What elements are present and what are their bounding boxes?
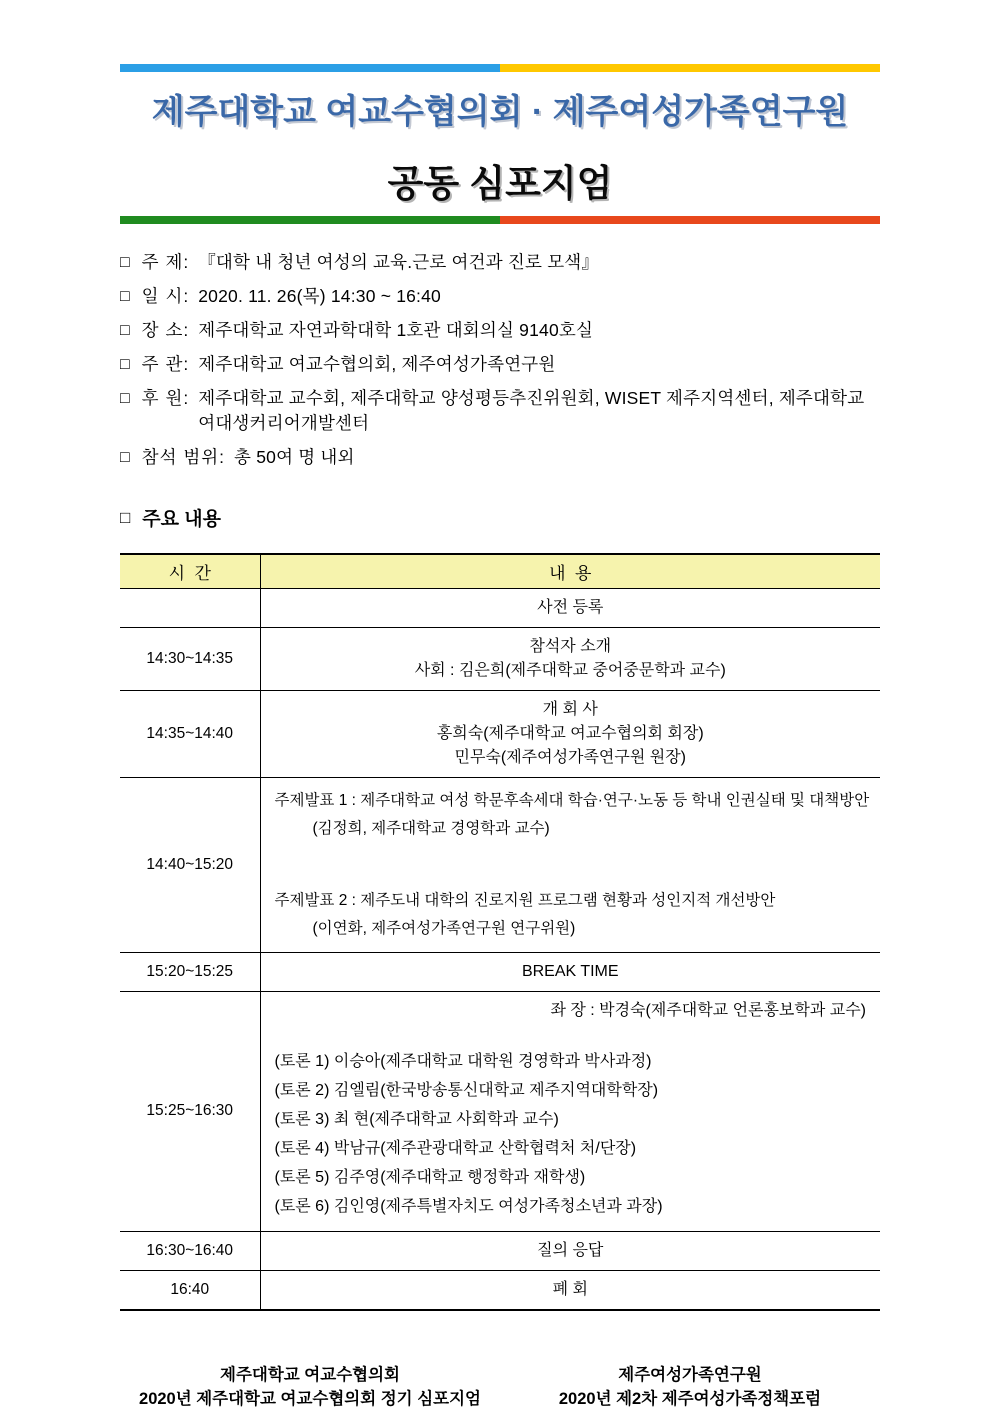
content-line: (김정희, 제주대학교 경영학과 교수) xyxy=(312,819,550,837)
info-item-label: 장 소: xyxy=(141,320,190,340)
content-line: 폐 회 xyxy=(552,1280,588,1298)
header-top-bar xyxy=(120,64,880,72)
content-line: 참석자 소개 xyxy=(529,637,612,655)
table-row xyxy=(120,690,880,777)
info-item-label: 참석 범위: xyxy=(141,447,226,467)
info-item-0 xyxy=(120,250,880,275)
header-bottom-bar xyxy=(120,216,880,224)
page-title: 제주대학교 여교수협의회 · 제주여성가족연구원 xyxy=(151,93,849,131)
table-row xyxy=(120,588,880,627)
content-line: 질의 응답 xyxy=(537,1241,604,1259)
content-column-header: 내 용 xyxy=(260,554,880,588)
content-line: (토론 1) 이승아(제주대학교 대학원 경영학과 박사과정) xyxy=(274,1052,652,1070)
table-row xyxy=(120,1231,880,1270)
content-line: 민무숙(제주여성가족연구원 원장) xyxy=(454,748,686,766)
line-spacer xyxy=(271,1023,871,1045)
info-item-label: 후 원: xyxy=(141,388,190,408)
table-row xyxy=(120,991,880,1231)
section-heading-main-contents xyxy=(120,504,880,531)
time-cell: 16:30~16:40 xyxy=(120,1231,260,1270)
top-bar-blue-segment xyxy=(120,64,500,72)
content-cell xyxy=(260,1270,880,1310)
content-line: 주제발표 1 : 제주대학교 여성 학문후속세대 학습·연구·노동 등 학내 인권실태 및 대책방안 xyxy=(274,791,870,809)
content-cell xyxy=(260,588,880,627)
content-line: (토론 2) 김엘림(한국방송통신대학교 제주지역대학학장) xyxy=(274,1081,659,1099)
checkbox-bullet-icon: □ xyxy=(120,254,130,271)
bottom-bar-green-segment xyxy=(120,216,500,224)
schedule-table-header xyxy=(120,554,880,588)
time-cell: 15:20~15:25 xyxy=(120,952,260,991)
footer xyxy=(120,1363,880,1411)
time-cell: 14:30~14:35 xyxy=(120,627,260,690)
time-cell: 14:35~14:40 xyxy=(120,690,260,777)
content-line: (토론 3) 최 현(제주대학교 사회학과 교수) xyxy=(274,1110,559,1128)
info-item-1 xyxy=(120,284,880,309)
top-bar-yellow-segment xyxy=(500,64,880,72)
content-cell xyxy=(260,991,880,1231)
info-item-value: 제주대학교 여교수협의회, 제주여성가족연구원 xyxy=(198,354,556,374)
content-line: BREAK TIME xyxy=(521,962,619,980)
line-spacer xyxy=(271,845,871,885)
bottom-bar-red-segment xyxy=(500,216,880,224)
symposium-subtitle: 공동 심포지엄 xyxy=(387,163,613,204)
time-cell: 15:25~16:30 xyxy=(120,991,260,1231)
table-row xyxy=(120,627,880,690)
footer-right-event-name: 2020년 제2차 제주여성가족정책포럼 xyxy=(558,1389,822,1408)
checkbox-bullet-icon: □ xyxy=(120,288,130,305)
table-row xyxy=(120,1270,880,1310)
info-item-label: 주 제: xyxy=(141,252,190,272)
content-line: 개 회 사 xyxy=(542,700,598,718)
info-item-value: 제주대학교 교수회, 제주대학교 양성평등추진위원회, WISET 제주지역센터, 제주대학교 여대생커리어개발센터 xyxy=(198,388,865,433)
checkbox-bullet-icon: □ xyxy=(120,322,130,339)
content-cell xyxy=(260,627,880,690)
content-line: (토론 4) 박남규(제주관광대학교 산학협력처 처/단장) xyxy=(274,1139,637,1157)
info-item-value: 총 50여 명 내외 xyxy=(234,447,355,467)
info-item-2 xyxy=(120,318,880,343)
info-item-label: 일 시: xyxy=(141,286,190,306)
content-cell xyxy=(260,952,880,991)
checkbox-bullet-icon: □ xyxy=(120,507,131,527)
footer-right-org-name: 제주여성가족연구원 xyxy=(618,1365,762,1384)
schedule-table xyxy=(120,553,880,1311)
footer-right-organization xyxy=(500,1363,880,1411)
content-cell xyxy=(260,690,880,777)
info-item-value: 『대학 내 청년 여성의 교육.근로 여건과 진로 모색』 xyxy=(198,252,600,272)
content-line: 홍희숙(제주대학교 여교수협의회 회장) xyxy=(436,724,704,742)
content-line: 사회 : 김은희(제주대학교 중어중문학과 교수) xyxy=(414,661,726,679)
content-line: 사전 등록 xyxy=(537,598,604,616)
event-info-list xyxy=(120,250,880,470)
content-line: (토론 5) 김주영(제주대학교 행정학과 재학생) xyxy=(274,1168,586,1186)
content-line: (이연화, 제주여성가족연구원 연구위원) xyxy=(312,919,576,937)
content-cell xyxy=(260,1231,880,1270)
table-row xyxy=(120,777,880,952)
time-cell: 16:40 xyxy=(120,1270,260,1310)
info-item-5 xyxy=(120,445,880,470)
footer-left-org-name: 제주대학교 여교수협의회 xyxy=(220,1365,400,1384)
checkbox-bullet-icon: □ xyxy=(120,449,130,466)
info-item-value: 제주대학교 자연과학대학 1호관 대회의실 9140호실 xyxy=(198,320,594,340)
content-cell xyxy=(260,777,880,952)
info-item-label: 주 관: xyxy=(141,354,190,374)
footer-left-organization xyxy=(120,1363,500,1411)
footer-left-event-name: 2020년 제주대학교 여교수협의회 정기 심포지엄 xyxy=(139,1389,481,1408)
checkbox-bullet-icon: □ xyxy=(120,356,130,373)
time-column-header: 시 간 xyxy=(120,554,260,588)
time-cell xyxy=(120,588,260,627)
info-item-4 xyxy=(120,386,880,436)
content-line: (토론 6) 김인영(제주특별자치도 여성가족청소년과 과장) xyxy=(274,1197,663,1215)
time-cell: 14:40~15:20 xyxy=(120,777,260,952)
checkbox-bullet-icon: □ xyxy=(120,390,130,407)
table-row xyxy=(120,952,880,991)
content-line: 좌 장 : 박경숙(제주대학교 언론홍보학과 교수) xyxy=(550,1001,866,1019)
section-heading-label: 주요 내용 xyxy=(142,509,221,530)
info-item-3 xyxy=(120,352,880,377)
info-item-value: 2020. 11. 26(목) 14:30 ~ 16:40 xyxy=(198,286,441,306)
content-line: 주제발표 2 : 제주도내 대학의 진로지원 프로그램 현황과 성인지적 개선방안 xyxy=(274,891,776,909)
